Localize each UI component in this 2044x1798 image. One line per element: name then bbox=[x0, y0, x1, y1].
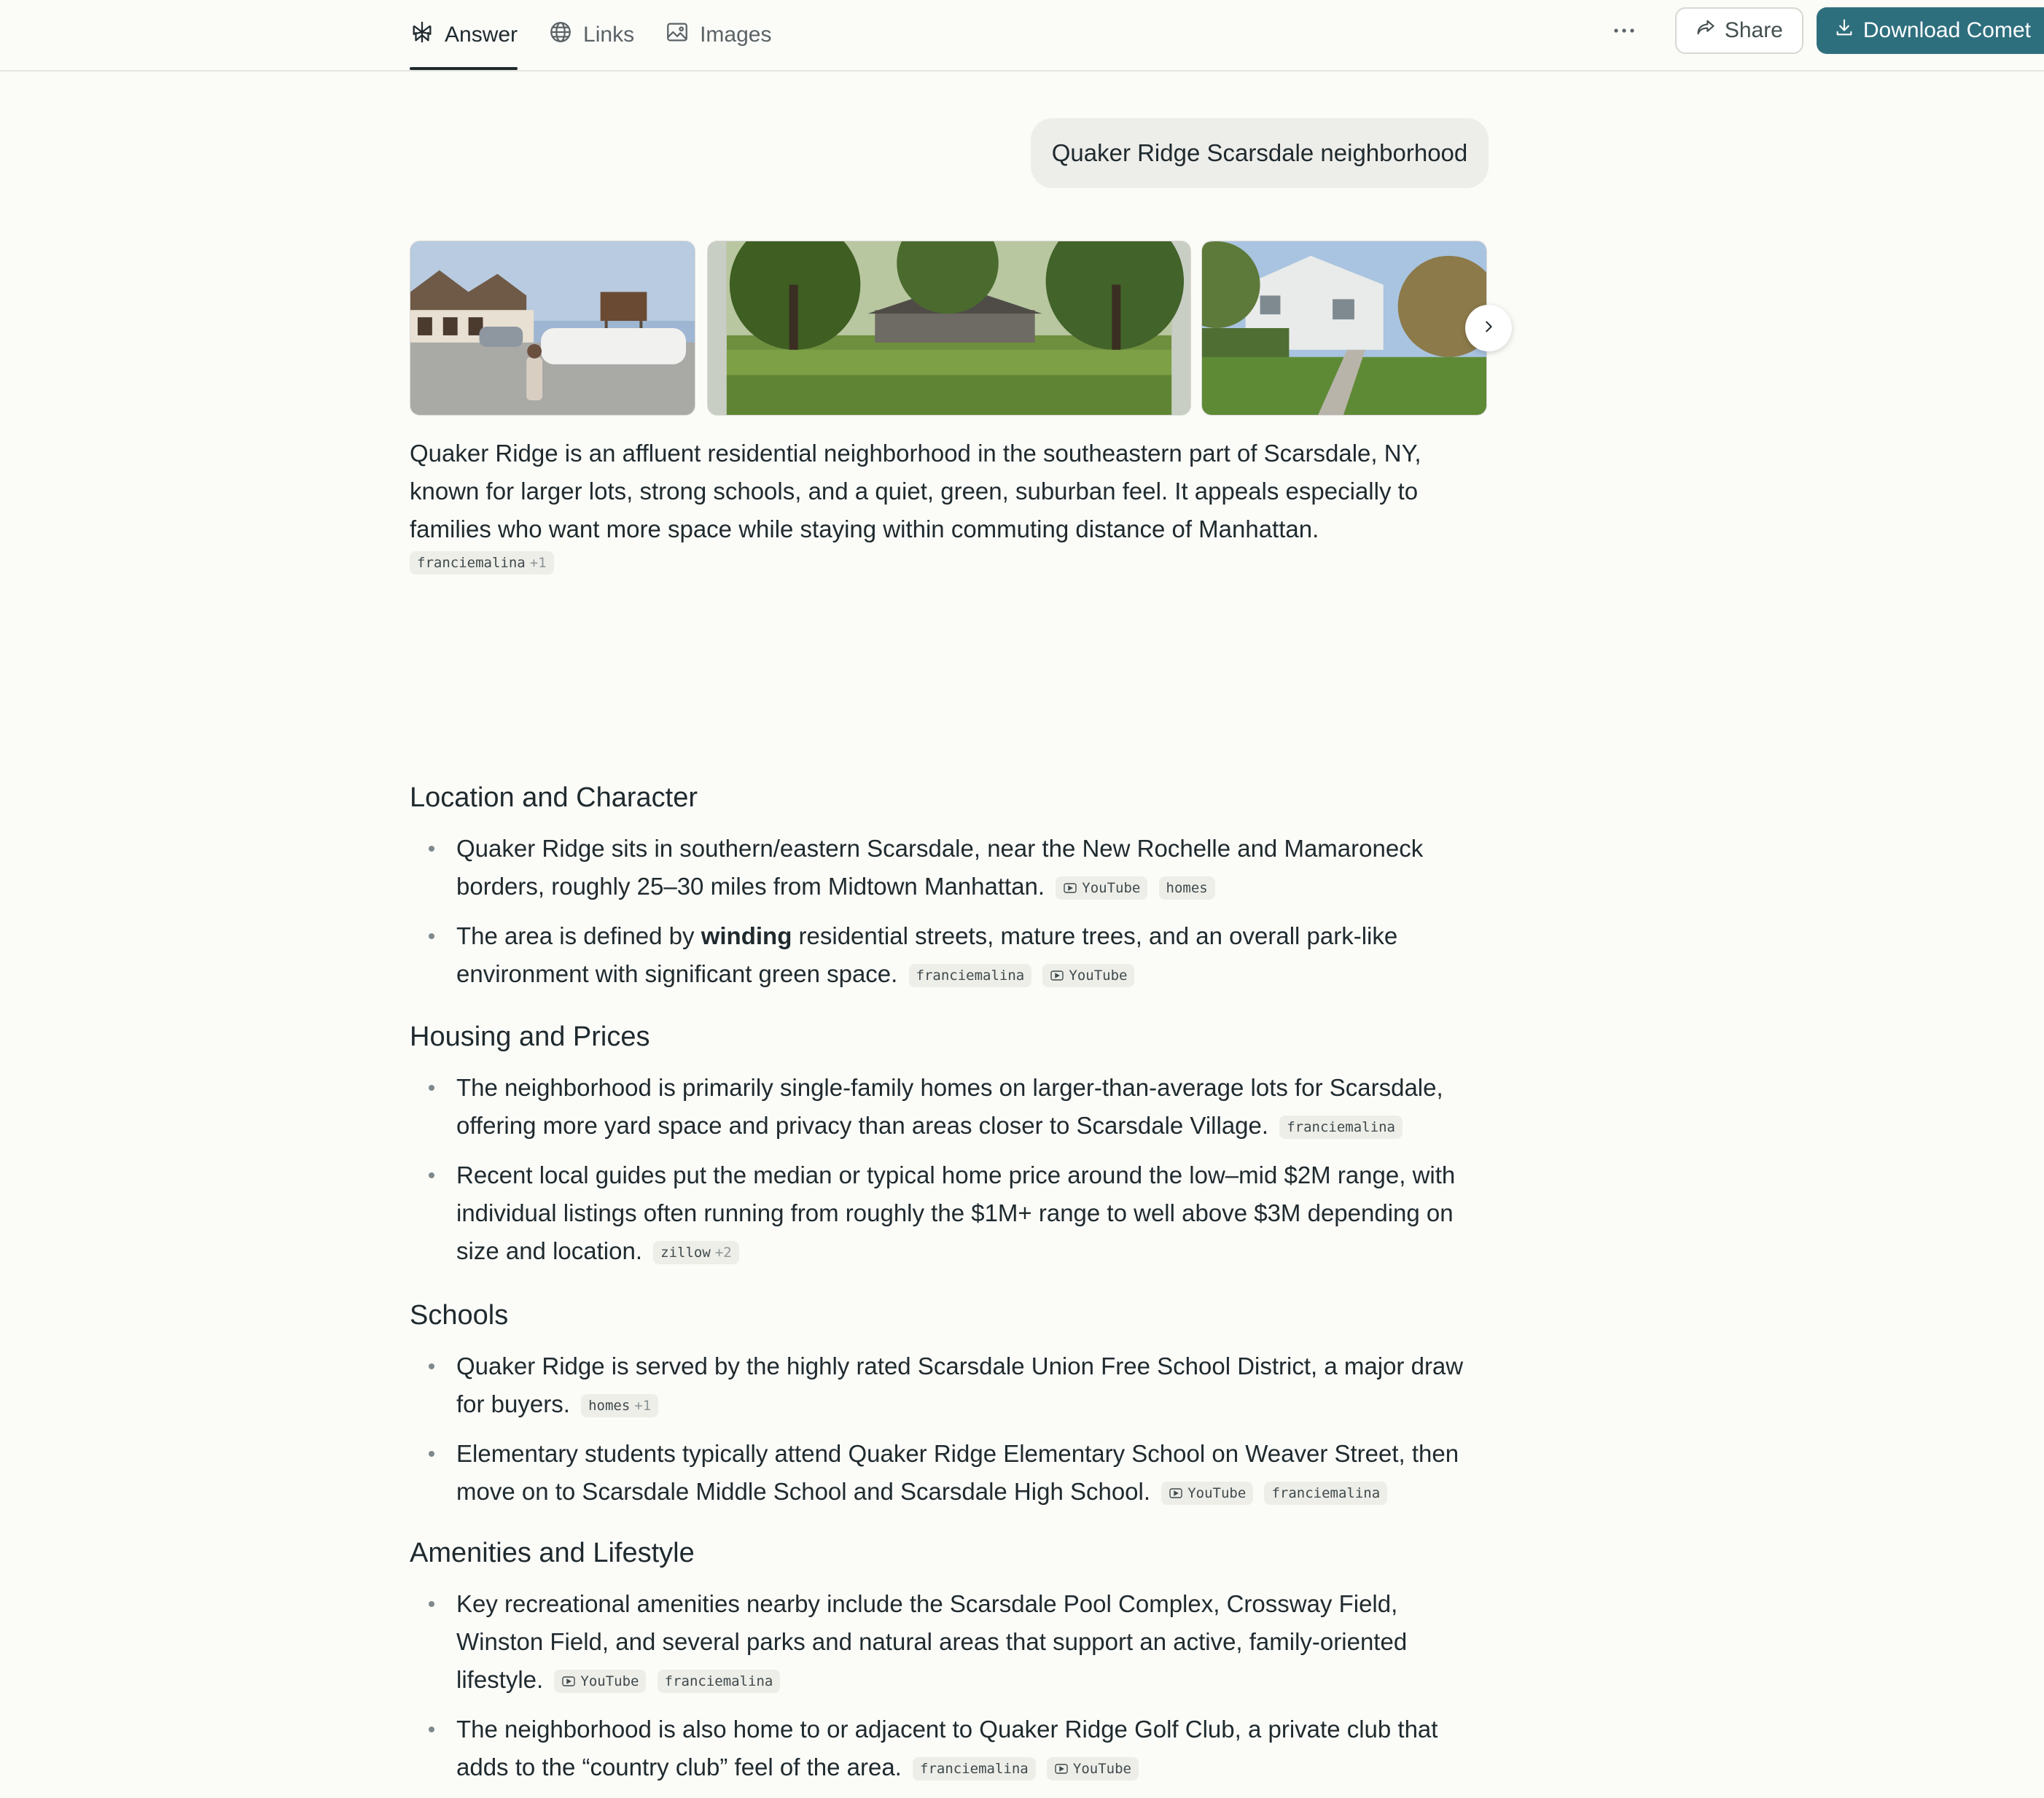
more-horizontal-icon bbox=[1613, 24, 1635, 37]
perplexity-icon bbox=[410, 20, 434, 50]
source-chip[interactable] bbox=[909, 964, 1032, 987]
source-chip[interactable] bbox=[1161, 1482, 1253, 1505]
section-heading: Location and Character bbox=[410, 782, 698, 813]
source-chip-label: franciemalina bbox=[417, 555, 526, 571]
user-query: Quaker Ridge Scarsdale neighborhood bbox=[1031, 118, 1489, 188]
source-chip-more: +1 bbox=[634, 1398, 652, 1414]
source-chip-label: franciemalina bbox=[920, 1761, 1029, 1778]
share-button[interactable] bbox=[1675, 7, 1803, 54]
top-bar bbox=[0, 0, 2044, 71]
source-chip[interactable] bbox=[1279, 1116, 1403, 1139]
list-item bbox=[410, 1156, 1489, 1270]
source-chip[interactable] bbox=[554, 1670, 646, 1693]
bullet-list bbox=[410, 830, 1489, 993]
section-3 bbox=[410, 1296, 1489, 1522]
section-1 bbox=[410, 779, 1489, 1005]
bullet-text: residential streets, mature trees, and an overall park-like environment with significant green space. bbox=[456, 922, 1398, 987]
section-heading: Schools bbox=[410, 1300, 509, 1331]
source-chip-label: zillow bbox=[660, 1245, 711, 1261]
download-icon bbox=[1834, 17, 1854, 44]
source-chip-label: franciemalina bbox=[664, 1673, 773, 1690]
download-comet-button[interactable] bbox=[1817, 7, 2044, 54]
section-heading: Housing and Prices bbox=[410, 1021, 650, 1052]
source-chip[interactable] bbox=[1047, 1757, 1139, 1781]
list-item bbox=[410, 1585, 1489, 1699]
bullet-text: The area is defined by bbox=[456, 922, 701, 949]
bullet-list bbox=[410, 1347, 1489, 1511]
list-item bbox=[410, 917, 1489, 993]
share-label: Share bbox=[1724, 18, 1783, 42]
bullet-text: Key recreational amenities nearby include the Scarsdale Pool Complex, Crossway Field, Winston Field, and several parks and natural areas that support an active, family-oriented lifestyle. bbox=[456, 1590, 1408, 1693]
gallery-image-3[interactable] bbox=[1201, 241, 1487, 416]
answer-content bbox=[410, 435, 1489, 1781]
more-options-button[interactable] bbox=[1604, 7, 1645, 54]
section-2 bbox=[410, 1018, 1489, 1282]
source-chip[interactable] bbox=[410, 551, 554, 575]
bullet-text: Elementary students typically attend Quaker Ridge Elementary School on Weaver Street, then move on to Scarsdale Middle School and Scarsdale High School. bbox=[456, 1440, 1459, 1505]
source-chip[interactable] bbox=[1264, 1482, 1387, 1505]
intro-paragraph: Quaker Ridge is an affluent residential neighborhood in the southeastern part of Scarsdale, NY, known for larger lots, strong schools, and a quiet, green, suburban feel. It appeals especially to families who want more space while staying within commuting distance of Manhattan. bbox=[410, 440, 1421, 542]
tab-answer[interactable] bbox=[410, 0, 518, 70]
video-icon bbox=[561, 1674, 576, 1689]
source-chip-label: franciemalina bbox=[916, 968, 1025, 984]
section-4 bbox=[410, 1534, 1489, 1798]
download-label: Download Comet bbox=[1862, 18, 2031, 42]
source-chip[interactable] bbox=[658, 1670, 781, 1693]
gallery-image-1[interactable] bbox=[410, 241, 695, 416]
source-chip-label: YouTube bbox=[1072, 1761, 1131, 1778]
list-item bbox=[410, 1069, 1489, 1145]
source-chip-label: YouTube bbox=[1082, 880, 1141, 897]
bullet-text: The neighborhood is primarily single-family homes on larger-than-average lots for Scarsdale, offering more yard space and privacy than areas closer to Scarsdale Village. bbox=[456, 1074, 1443, 1139]
tab-answer-label: Answer bbox=[445, 23, 518, 47]
list-item bbox=[410, 1711, 1489, 1786]
section-heading: Amenities and Lifestyle bbox=[410, 1538, 695, 1568]
source-chip-label: franciemalina bbox=[1271, 1485, 1381, 1502]
video-icon bbox=[1169, 1486, 1183, 1501]
globe-icon bbox=[548, 20, 573, 50]
source-chip[interactable] bbox=[1056, 876, 1147, 900]
chevron-right-icon bbox=[1481, 319, 1497, 338]
video-icon bbox=[1050, 968, 1064, 983]
list-item bbox=[410, 830, 1489, 906]
source-chip-label: YouTube bbox=[1187, 1485, 1247, 1502]
tab-links-label: Links bbox=[583, 23, 635, 47]
source-chip[interactable] bbox=[1042, 964, 1134, 987]
source-chip-label: YouTube bbox=[1069, 968, 1128, 984]
bullet-text: Quaker Ridge is served by the highly rated Scarsdale Union Free School District, a major draw for buyers. bbox=[456, 1353, 1464, 1417]
bullet-list bbox=[410, 1585, 1489, 1786]
intro-sources bbox=[410, 551, 1489, 575]
source-chip-label: homes bbox=[1166, 880, 1208, 897]
bullet-text-bold: winding bbox=[701, 922, 792, 949]
source-chip[interactable] bbox=[1159, 876, 1215, 900]
video-icon bbox=[1054, 1762, 1069, 1776]
bullet-text: The neighborhood is also home to or adjacent to Quaker Ridge Golf Club, a private club that adds to the “country club” feel of the area. bbox=[456, 1716, 1438, 1781]
tab-links[interactable] bbox=[548, 0, 634, 70]
gallery-image-2[interactable] bbox=[707, 241, 1191, 416]
source-chip-label: homes bbox=[588, 1398, 631, 1414]
header-actions bbox=[1604, 7, 2044, 54]
source-chip-more: +1 bbox=[529, 555, 547, 571]
bullet-text: Recent local guides put the median or typical home price around the low–mid $2M range, with individual listings often running from roughly the $1M+ range to well above $3M depending on size and location. bbox=[456, 1161, 1456, 1264]
image-icon bbox=[665, 20, 690, 50]
bullet-list bbox=[410, 1069, 1489, 1270]
gallery-next-button[interactable] bbox=[1465, 305, 1512, 351]
source-chip-label: YouTube bbox=[580, 1673, 639, 1690]
list-item bbox=[410, 1347, 1489, 1423]
bullet-text: Quaker Ridge sits in southern/eastern Scarsdale, near the New Rochelle and Mamaroneck borders, roughly 25–30 miles from Midtown Manhattan. bbox=[456, 835, 1424, 900]
video-icon bbox=[1063, 881, 1077, 895]
list-item bbox=[410, 1435, 1489, 1511]
source-chip[interactable] bbox=[653, 1241, 739, 1264]
tab-bar bbox=[410, 0, 802, 70]
source-chip[interactable] bbox=[913, 1757, 1036, 1781]
share-icon bbox=[1696, 17, 1716, 44]
tab-images-label: Images bbox=[700, 23, 772, 47]
tab-images[interactable] bbox=[665, 0, 771, 70]
image-gallery bbox=[410, 241, 1512, 416]
source-chip-more: +2 bbox=[714, 1245, 732, 1261]
source-chip[interactable] bbox=[581, 1394, 658, 1417]
source-chip-label: franciemalina bbox=[1287, 1119, 1395, 1136]
